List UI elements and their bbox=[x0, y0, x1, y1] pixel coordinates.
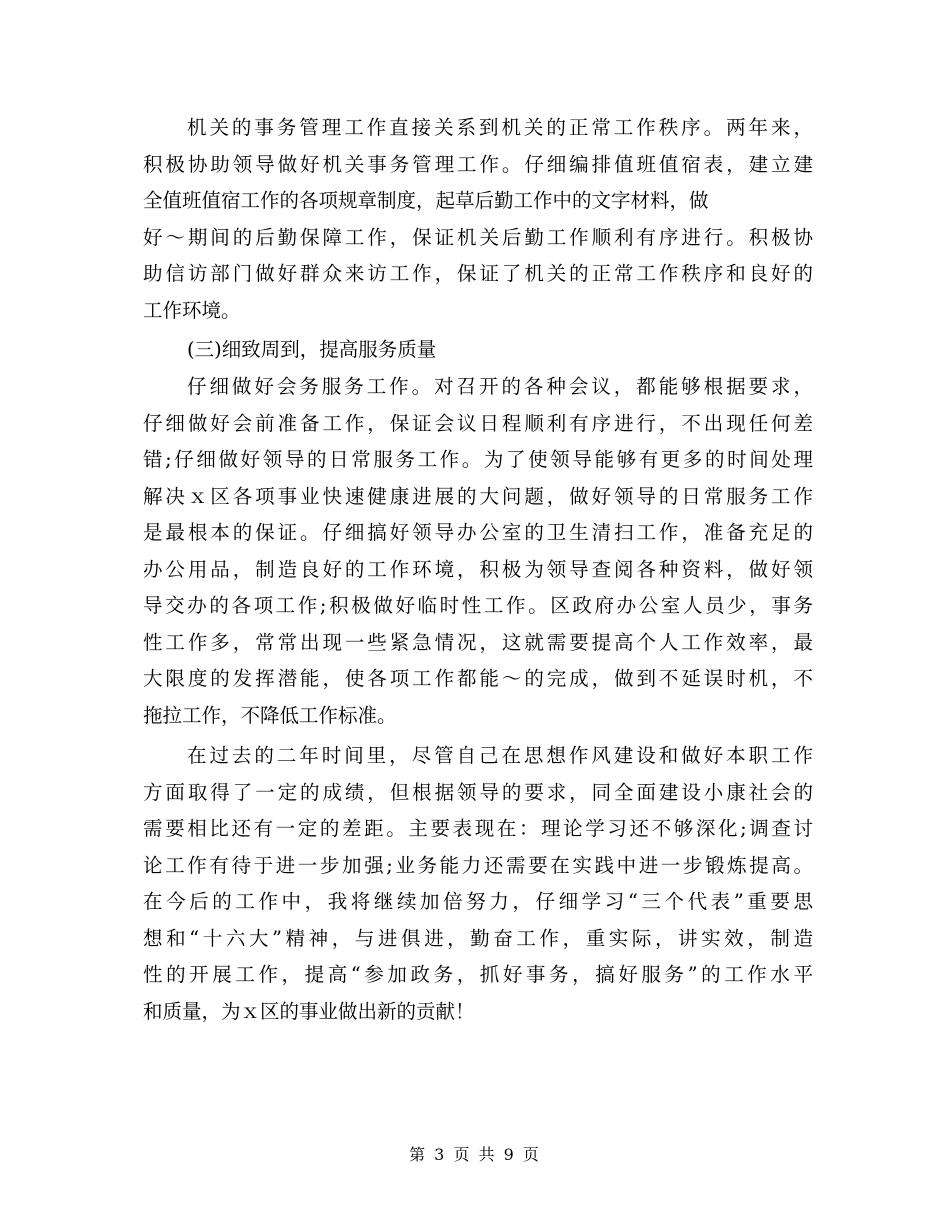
paragraph-line: 方面取得了一定的成绩，但根据领导的要求，同全面建设小康社会的 bbox=[143, 780, 813, 804]
paragraph-line: 和质量，为ｘ区的事业做出新的贡献！ bbox=[143, 999, 475, 1023]
paragraph-line: 拖拉工作，不降低工作标准。 bbox=[143, 703, 397, 727]
paragraph-line: 在今后的工作中，我将继续加倍努力，仔细学习“三个代表”重要思 bbox=[143, 890, 813, 913]
paragraph-line: 仔细做好会前准备工作，保证会议日程顺利有序进行，不出现任何差 bbox=[143, 411, 813, 435]
page-number-footer: 第 3 页 共 9 页 bbox=[409, 1145, 541, 1164]
paragraph-line: 解决ｘ区各项事业快速健康进展的大问题，做好领导的日常服务工作 bbox=[143, 484, 813, 508]
paragraph-line: 办公用品，制造良好的工作环境，积极为领导查阅各种资料，做好领 bbox=[143, 557, 813, 581]
paragraph-line: 仔细做好会务服务工作。对召开的各种会议，都能够根据要求， bbox=[187, 375, 813, 398]
paragraph-line: 积极协助领导做好机关事务管理工作。仔细编排值班值宿表，建立建 bbox=[143, 152, 813, 176]
paragraph-line: 想和“十六大”精神，与进俱进，勤奋工作，重实际，讲实效，制造 bbox=[143, 926, 813, 950]
paragraph-line: 性工作多，常常出现一些紧急情况，这就需要提高个人工作效率，最 bbox=[143, 630, 813, 654]
paragraph-line: 论工作有待于进一步加强;业务能力还需要在实践中进一步锻炼提高。 bbox=[143, 853, 813, 877]
paragraph-line: 需要相比还有一定的差距。主要表现在：理论学习还不够深化;调查讨 bbox=[143, 817, 813, 840]
paragraph-line: 在过去的二年时间里，尽管自己在思想作风建设和做好本职工作 bbox=[187, 744, 813, 767]
paragraph-line: 大限度的发挥潜能，使各项工作都能～的完成，做到不延误时机，不 bbox=[143, 667, 813, 690]
paragraph-line: 全值班值宿工作的各项规章制度，起草后勤工作中的文字材料，做 bbox=[143, 189, 709, 212]
paragraph-2 bbox=[143, 369, 813, 734]
paragraph-line: 错;仔细做好领导的日常服务工作。为了使领导能够有更多的时间处理 bbox=[143, 448, 813, 471]
paragraph-line: 工作环境。 bbox=[143, 298, 241, 322]
paragraph-3 bbox=[143, 738, 813, 1030]
paragraph-line: 是最根本的保证。仔细搞好领导办公室的卫生清扫工作，准备充足的 bbox=[143, 521, 813, 544]
paragraph-line: 机关的事务管理工作直接关系到机关的正常工作秩序。两年来， bbox=[187, 116, 813, 139]
paragraph-line: 助信访部门做好群众来访工作，保证了机关的正常工作秩序和良好的 bbox=[143, 262, 813, 285]
paragraph-1 bbox=[143, 110, 813, 329]
section-heading: (三)细致周到，提高服务质量 bbox=[187, 338, 437, 361]
paragraph-line: 好～期间的后勤保障工作，保证机关后勤工作顺利有序进行。积极协 bbox=[143, 225, 813, 249]
paragraph-line: 导交办的各项工作;积极做好临时性工作。区政府办公室人员少，事务 bbox=[143, 594, 813, 617]
paragraph-line: 性的开展工作，提高“参加政务，抓好事务，搞好服务”的工作水平 bbox=[143, 963, 813, 986]
